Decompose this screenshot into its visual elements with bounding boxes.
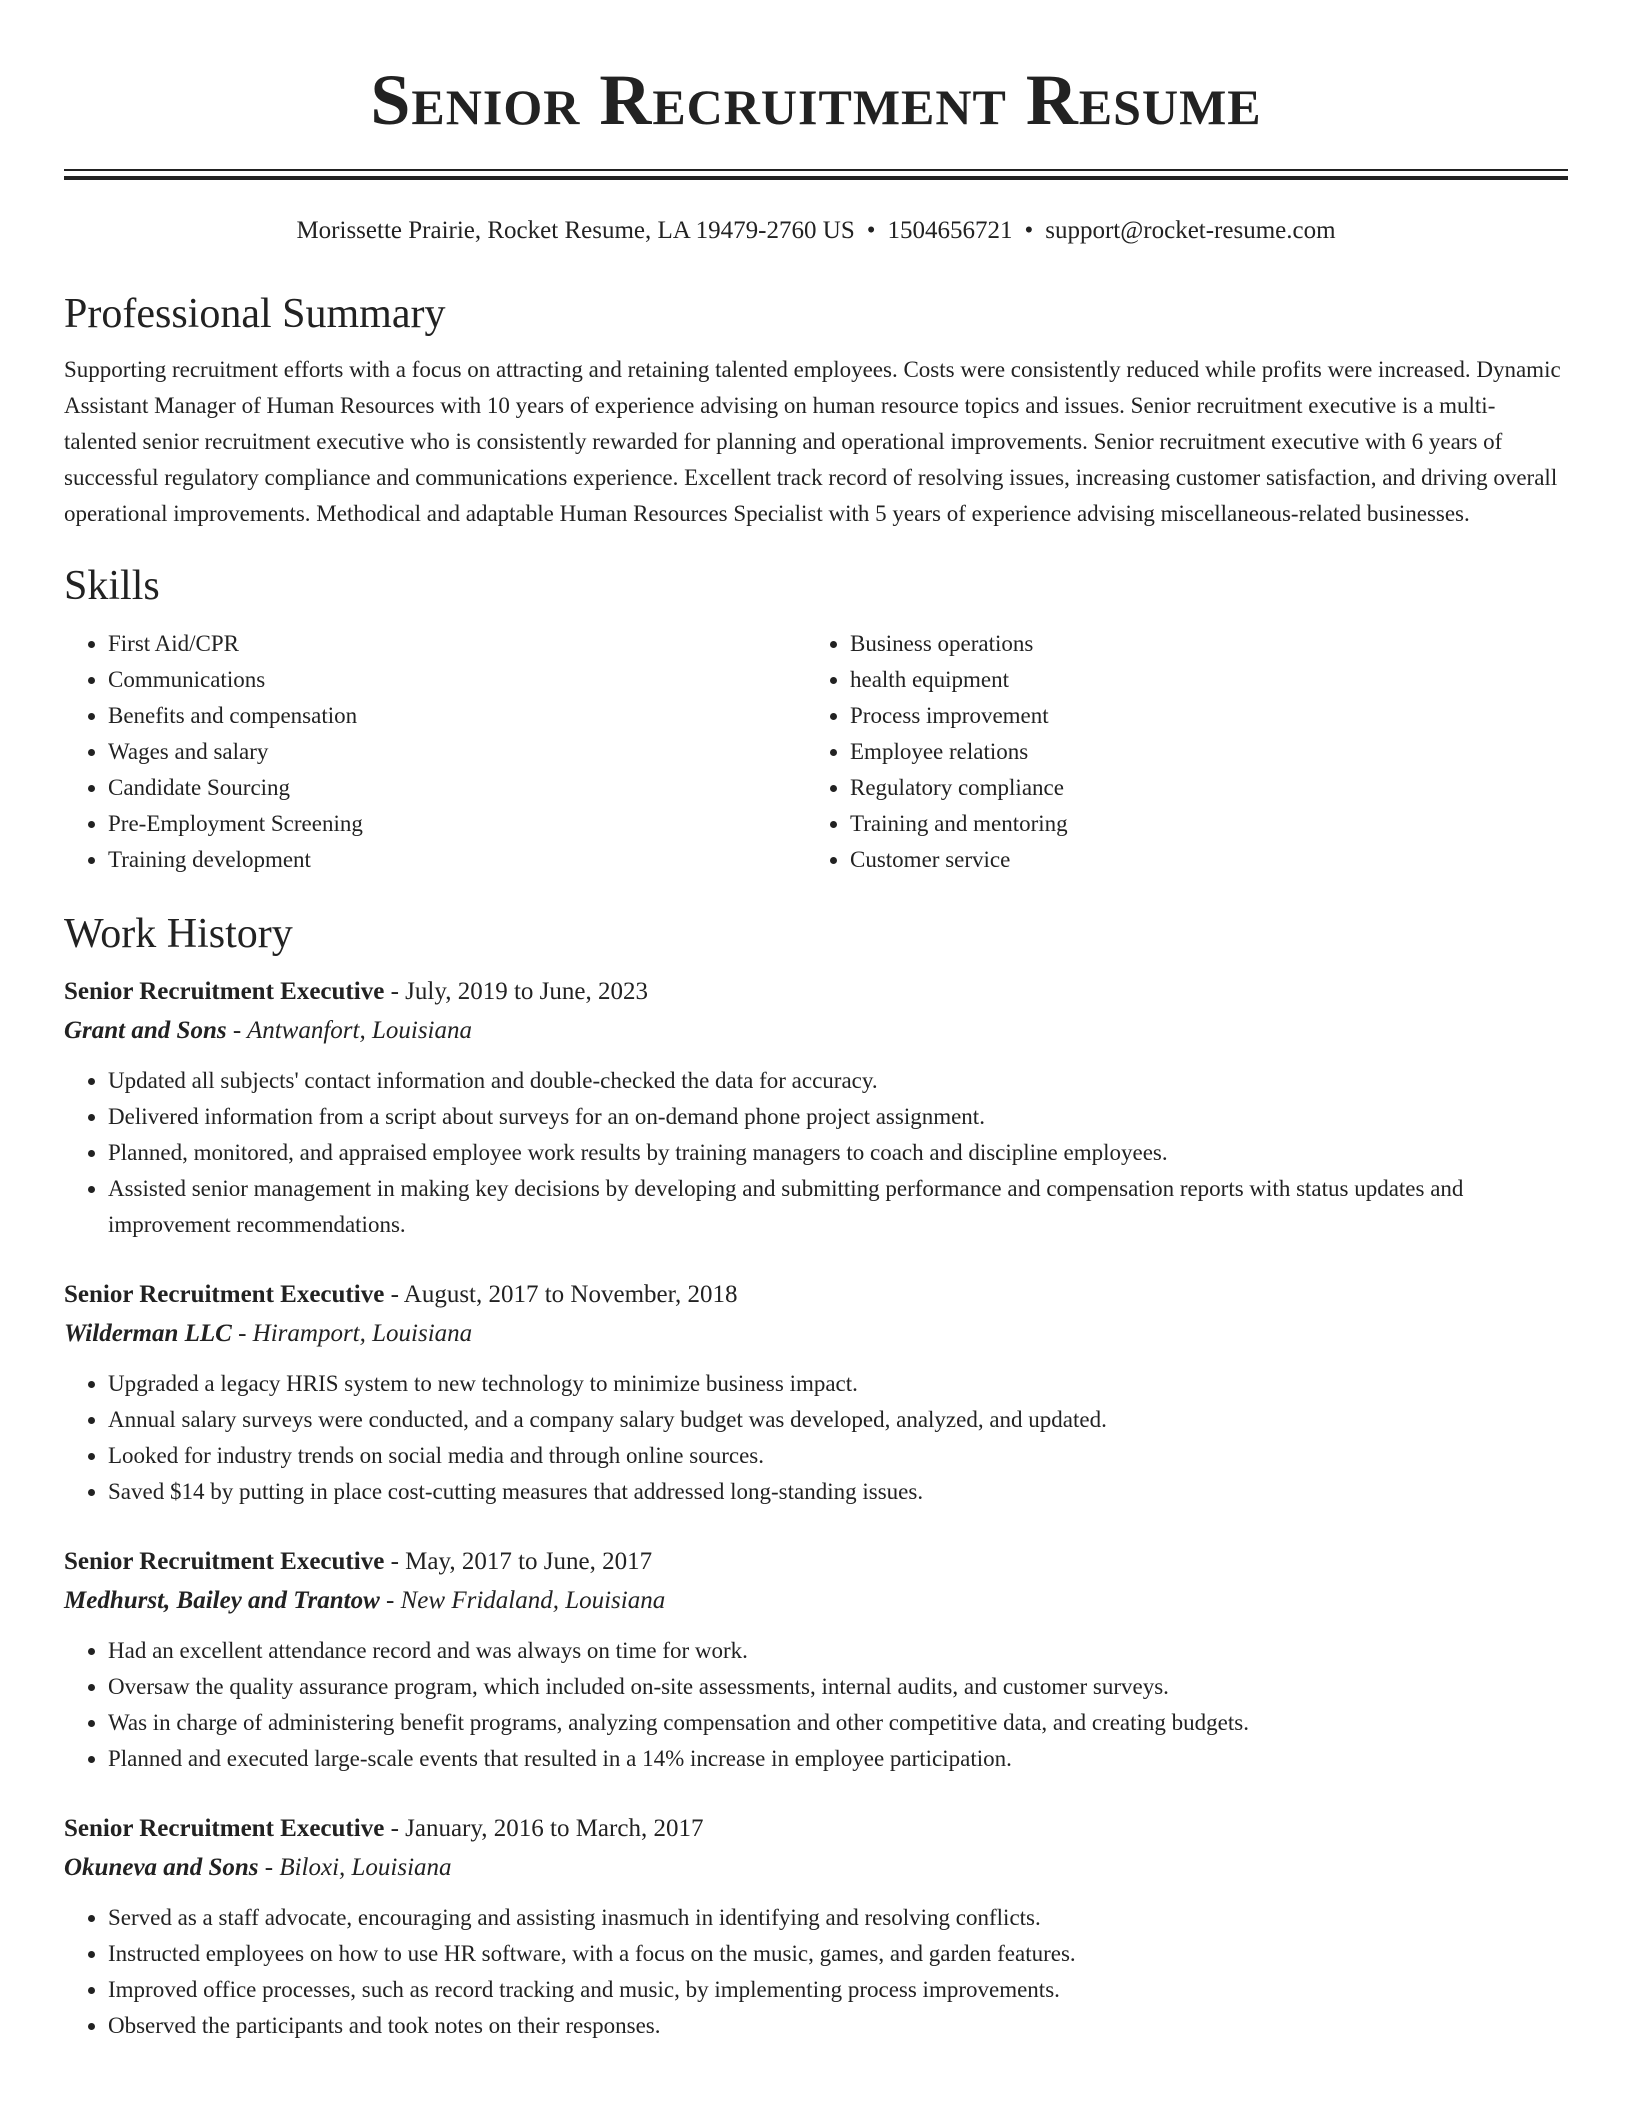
company-line <box>64 1583 1568 1619</box>
company-line <box>64 1850 1568 1886</box>
skills-columns <box>64 626 1568 878</box>
job-entry <box>64 1811 1568 2044</box>
job-bullet: • Updated all subjects' contact information and double-checked the data for accuracy. <box>108 1063 1568 1099</box>
job-bullet: • Annual salary surveys were conducted, and a company salary budget was developed, analyzed, and updated. <box>108 1402 1568 1438</box>
job-bullet: • Upgraded a legacy HRIS system to new technology to minimize business impact. <box>108 1366 1568 1402</box>
contact-email: support@rocket-resume.com <box>1045 217 1336 244</box>
resume-title: Senior Recruitment Resume <box>370 60 1262 140</box>
job-bullet: • Improved office processes, such as record tracking and music, by implementing process improvements. <box>108 1972 1568 2008</box>
company-location: - Hiramport, Louisiana <box>231 1320 473 1347</box>
job-title-line <box>64 974 1568 1010</box>
skill-item: • First Aid/CPR <box>108 626 806 662</box>
company-line <box>64 1316 1568 1352</box>
job-bullet: • Assisted senior management in making key decisions by developing and submitting performance and compensation reports with status updates and improvement recommendations. <box>108 1171 1568 1243</box>
job-bullets <box>64 1633 1568 1777</box>
skill-item: • Business operations <box>850 626 1548 662</box>
job-title: Senior Recruitment Executive <box>64 978 385 1005</box>
job-bullet: • Observed the participants and took notes on their responses. <box>108 2008 1568 2044</box>
skill-item: • Pre-Employment Screening <box>108 806 806 842</box>
summary-section <box>64 288 1568 532</box>
contact-line <box>64 214 1568 248</box>
company-line <box>64 1013 1568 1049</box>
company-name: Okuneva and Sons <box>64 1854 259 1881</box>
job-entry <box>64 974 1568 1243</box>
job-bullet: • Served as a staff advocate, encouraging and assisting inasmuch in identifying and resolving conflicts. <box>108 1900 1568 1936</box>
company-name: Medhurst, Bailey and Trantow <box>64 1587 380 1614</box>
contact-address: Morissette Prairie, Rocket Resume, LA 19479-2760 US <box>296 217 855 244</box>
job-title: Senior Recruitment Executive <box>64 1548 385 1575</box>
summary-heading: Professional Summary <box>64 291 446 337</box>
skill-item: • Regulatory compliance <box>850 770 1548 806</box>
job-title: Senior Recruitment Executive <box>64 1815 385 1842</box>
skill-item: • Wages and salary <box>108 734 806 770</box>
skill-item: • Training and mentoring <box>850 806 1548 842</box>
company-location: - Antwanfort, Louisiana <box>226 1017 472 1044</box>
skills-section <box>64 560 1568 878</box>
contact-separator: • <box>866 217 876 244</box>
job-bullet: • Looked for industry trends on social media and through online sources. <box>108 1438 1568 1474</box>
job-title-line <box>64 1811 1568 1847</box>
job-bullet: • Oversaw the quality assurance program, which included on-site assessments, internal audits, and customer surveys. <box>108 1669 1568 1705</box>
skills-list-left <box>64 626 806 878</box>
skills-list-right <box>806 626 1548 878</box>
skill-item: • Communications <box>108 662 806 698</box>
skill-item: • Customer service <box>850 842 1548 878</box>
job-bullet: • Instructed employees on how to use HR software, with a focus on the music, games, and garden features. <box>108 1936 1568 1972</box>
job-bullet: • Delivered information from a script about surveys for an on-demand phone project assignment. <box>108 1099 1568 1135</box>
job-bullet: • Planned, monitored, and appraised employee work results by training managers to coach and discipline employees. <box>108 1135 1568 1171</box>
title-divider <box>64 169 1568 180</box>
job-entry <box>64 1544 1568 1777</box>
job-title: Senior Recruitment Executive <box>64 1281 385 1308</box>
contact-separator: • <box>1024 217 1034 244</box>
job-bullet: • Saved $14 by putting in place cost-cutting measures that addressed long-standing issues. <box>108 1474 1568 1510</box>
contact-phone: 1504656721 <box>887 217 1013 244</box>
skill-item: • Training development <box>108 842 806 878</box>
job-title-line <box>64 1544 1568 1580</box>
company-location: - Biloxi, Louisiana <box>258 1854 452 1881</box>
skills-heading: Skills <box>64 563 160 609</box>
work-history-section <box>64 908 1568 2044</box>
skill-item: • Process improvement <box>850 698 1548 734</box>
job-bullet: • Was in charge of administering benefit programs, analyzing compensation and other competitive data, and creating budgets. <box>108 1705 1568 1741</box>
job-dates: - July, 2019 to June, 2023 <box>384 978 648 1005</box>
job-dates: - May, 2017 to June, 2017 <box>384 1548 653 1575</box>
skill-item: • Candidate Sourcing <box>108 770 806 806</box>
job-dates: - January, 2016 to March, 2017 <box>384 1815 704 1842</box>
work-history-heading: Work History <box>64 911 293 957</box>
job-bullets <box>64 1063 1568 1243</box>
skill-item: • health equipment <box>850 662 1548 698</box>
job-entry <box>64 1277 1568 1510</box>
company-location: - New Fridaland, Louisiana <box>379 1587 666 1614</box>
job-dates: - August, 2017 to November, 2018 <box>384 1281 738 1308</box>
skill-item: • Benefits and compensation <box>108 698 806 734</box>
job-bullet: • Had an excellent attendance record and was always on time for work. <box>108 1633 1568 1669</box>
company-name: Wilderman LLC <box>64 1320 232 1347</box>
job-title-line <box>64 1277 1568 1313</box>
summary-text: Supporting recruitment efforts with a focus on attracting and retaining talented employees. Costs were consistently reduced while profits were increased. Dynamic Assistant Manager of Human Resources with 10 years of experience advising on human resource topics and issues. Senior recruitment executive is a multi-talented senior recruitment executive who is consistently rewarded for planning and operational improvements. Senior recruitment executive with 6 years of successful regulatory compliance and communications experience. Excellent track record of resolving issues, increasing customer satisfaction, and driving overall operational improvements. Methodical and adaptable Human Resources Specialist with 5 years of experience advising miscellaneous-related businesses. <box>64 357 1561 526</box>
job-bullet: • Planned and executed large-scale events that resulted in a 14% increase in employee participation. <box>108 1741 1568 1777</box>
job-bullets <box>64 1366 1568 1510</box>
company-name: Grant and Sons <box>64 1017 227 1044</box>
skill-item: • Employee relations <box>850 734 1548 770</box>
job-bullets <box>64 1900 1568 2044</box>
